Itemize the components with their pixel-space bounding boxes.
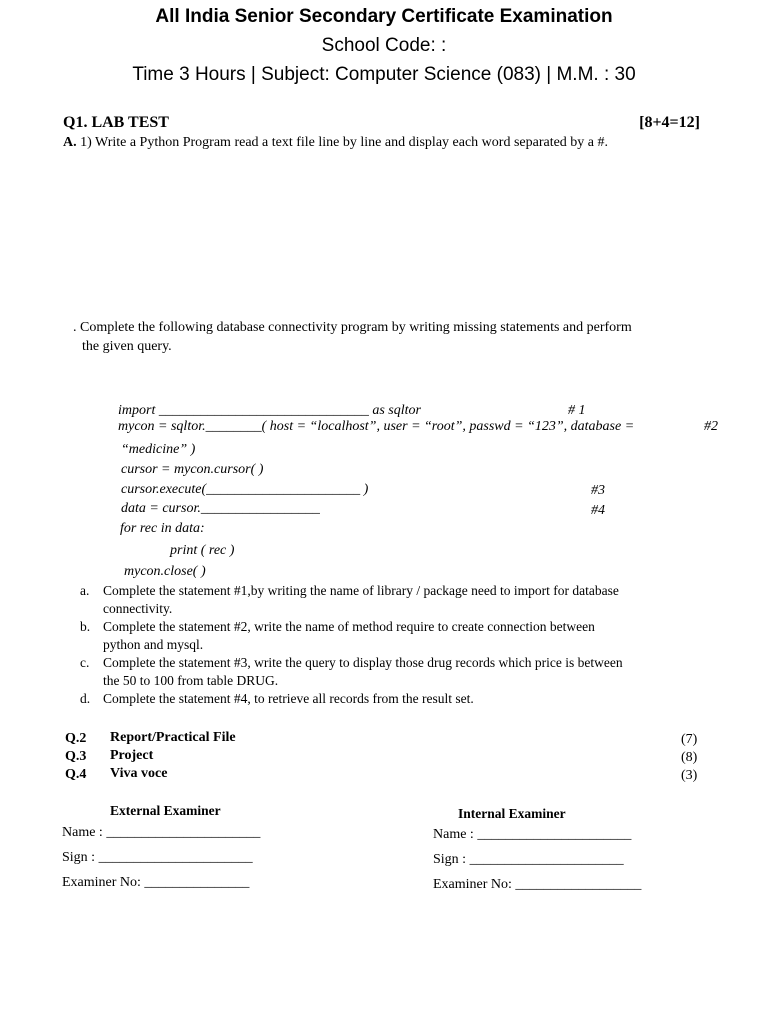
external-examiner-heading: External Examiner [110,803,221,818]
q1-part-a [63,135,608,151]
q4-title: Viva voce [110,766,168,781]
subq-b-line2: python and mysql. [103,637,204,652]
subq-d-line1: Complete the statement #4, to retrieve all records from the result set. [103,691,474,706]
exam-title: All India Senior Secondary Certificate Examination [155,6,613,27]
part-b-line2: the given query. [82,339,172,354]
external-examiner-no-field: Examiner No: _______________ [62,875,250,890]
q3-title: Project [110,748,154,763]
code-tag-1: # 1 [568,403,586,418]
q3-marks: (8) [681,750,698,765]
subq-a-line1: Complete the statement #1,by writing the name of library / package need to import for database [103,583,619,598]
code-tag-2: #2 [704,419,718,434]
q1-marks: [8+4=12] [639,114,700,131]
subq-d-letter: d. [80,691,91,706]
code-line-2: mycon = sqltor.________( host = “localhost”, user = “root”, passwd = “123”, database = [118,419,635,434]
part-a-prefix: A. [63,135,77,150]
subq-c-letter: c. [80,655,90,670]
q2-marks: (7) [681,732,698,747]
part-a-text: 1) Write a Python Program read a text file line by line and display each word separated by a #. [80,135,609,150]
external-name-field: Name : ______________________ [62,825,261,840]
q2-number: Q.2 [65,731,87,746]
code-line-8: print ( rec ) [170,543,235,558]
code-line-4: cursor = mycon.cursor( ) [121,462,264,477]
subq-c-line1: Complete the statement #3, write the query to display those drug records which price is between [103,655,623,670]
subq-a-letter: a. [80,583,90,598]
internal-name-field: Name : ______________________ [433,827,632,842]
internal-examiner-no-field: Examiner No: __________________ [433,877,642,892]
q4-marks: (3) [681,768,698,783]
q3-number: Q.3 [65,749,87,764]
subq-c-line2: the 50 to 100 from table DRUG. [103,673,279,688]
school-code: School Code: : [321,35,447,56]
q4-number: Q.4 [65,767,87,782]
code-line-6: data = cursor._________________ [121,501,320,516]
code-line-1: import ______________________________ as sqltor [118,403,421,418]
code-tag-3: #3 [591,483,605,498]
part-b-line1: . Complete the following database connectivity program by writing missing statements and perform [73,320,632,335]
internal-sign-field: Sign : ______________________ [433,852,624,867]
code-line-9: mycon.close( ) [124,564,206,579]
internal-examiner-heading: Internal Examiner [458,806,566,821]
subq-b-line1: Complete the statement #2, write the name of method require to create connection between [103,619,595,634]
code-tag-4: #4 [591,503,605,518]
q2-title: Report/Practical File [110,730,236,745]
subq-a-line2: connectivity. [103,601,173,616]
subq-b-letter: b. [80,619,91,634]
code-line-7: for rec in data: [120,521,205,536]
q1-label: Q1. LAB TEST [63,114,169,131]
code-line-5: cursor.execute(______________________ ) [121,482,369,497]
code-line-3: “medicine” ) [121,442,196,457]
external-sign-field: Sign : ______________________ [62,850,253,865]
exam-meta: Time 3 Hours | Subject: Computer Science (083) | M.M. : 30 [132,64,636,85]
